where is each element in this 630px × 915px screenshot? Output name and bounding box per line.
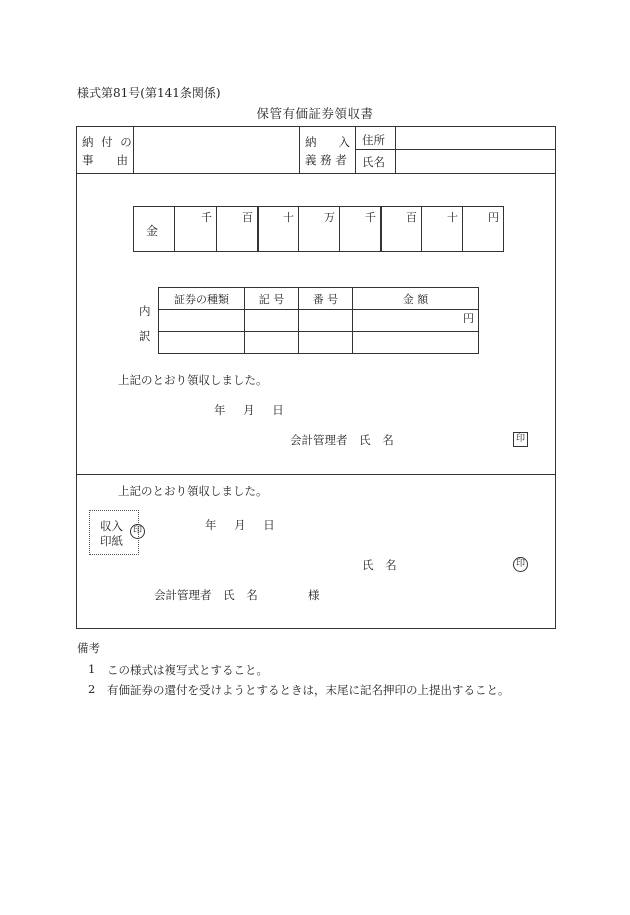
column-header-type: 証券の種類 [159,288,245,310]
table-cell[interactable] [159,332,245,354]
amount-cell-3[interactable] [257,207,298,251]
amount-unit-1: 千 [201,211,212,224]
amount-cell-4[interactable] [298,207,339,251]
seal-mark-2: 印 [513,557,528,572]
amount-box [133,206,504,252]
breakdown-table [158,287,479,354]
payer-name-label: 氏 名 [362,558,397,572]
table-cell[interactable] [299,310,353,332]
receipt-statement-1: 上記のとおり領収しました。 [118,373,268,387]
table-cell[interactable] [245,332,299,354]
notes-heading: 備考 [77,641,100,655]
amount-unit-8: 円 [488,211,499,224]
address-label: 住所 [362,133,385,147]
note-text-2: 有価証券の還付を受けようとするときは，末尾に記名押印の上提出すること。 [107,683,510,697]
amount-cell-2[interactable] [216,207,257,251]
addressee-label: 会計管理者 氏 名 [154,588,258,602]
table-cell[interactable] [245,310,299,332]
stamp-seal-mark: 印 [130,524,145,539]
breakdown-header-row [159,288,479,310]
amount-unit-2: 百 [242,211,253,224]
amount-unit-7: 十 [447,211,458,224]
amount-cell-6[interactable] [380,207,421,251]
column-header-number: 番 号 [299,288,353,310]
reason-label-line1: 納 付 の [82,135,134,149]
top-section-divider [77,173,555,174]
table-cell-amount[interactable] [353,310,479,332]
breakdown-label-2: 訳 [139,329,151,343]
payer-label-line1: 納 入 [305,135,350,149]
form-title: 保管有価証券領収書 [256,106,374,121]
breakdown-label-1: 内 [139,304,151,318]
table-cell[interactable] [299,332,353,354]
column-header-amount: 金 額 [353,288,479,310]
honorific: 様 [308,588,320,602]
accounting-manager-signer: 会計管理者 氏 名 [290,433,394,447]
amount-cell-8[interactable] [462,207,503,251]
column-header-symbol: 記 号 [245,288,299,310]
amount-unit-5: 千 [365,211,376,224]
revenue-stamp-label-1: 収入 [100,519,123,533]
table-row [159,310,479,332]
amount-cell-1[interactable] [174,207,216,251]
table-cell[interactable] [353,332,479,354]
note-text-1: この様式は複写式とすること。 [107,663,268,677]
form-number: 様式第81号(第141条関係) [77,86,221,100]
receipt-statement-2: 上記のとおり領収しました。 [118,484,268,498]
payer-label-line2: 義 務 者 [305,153,347,167]
receipt-date-2: 年 月 日 [205,518,275,532]
note-number-1: 1 [88,662,96,676]
reason-label-line2: 事 由 [82,153,128,167]
table-row [159,332,479,354]
amount-cell-7[interactable] [421,207,462,251]
name-label: 氏名 [362,155,385,169]
receipt-date-1: 年 月 日 [214,403,284,417]
payer-label-divider [355,127,356,173]
reason-field[interactable] [133,127,297,172]
amount-unit-3: 十 [283,211,294,224]
amount-unit-4: 万 [324,211,335,224]
receipt-divider [77,474,555,475]
name-field[interactable] [396,149,555,171]
table-cell[interactable] [159,310,245,332]
address-field[interactable] [396,127,555,148]
seal-mark-1: 印 [513,432,528,447]
payer-divider [299,127,300,173]
amount-cell-5[interactable] [339,207,380,251]
note-number-2: 2 [88,682,96,696]
amount-unit-6: 百 [406,211,417,224]
kin-label: 金 [146,224,159,238]
yen-unit: 円 [463,312,474,325]
revenue-stamp-label-2: 印紙 [100,534,123,548]
